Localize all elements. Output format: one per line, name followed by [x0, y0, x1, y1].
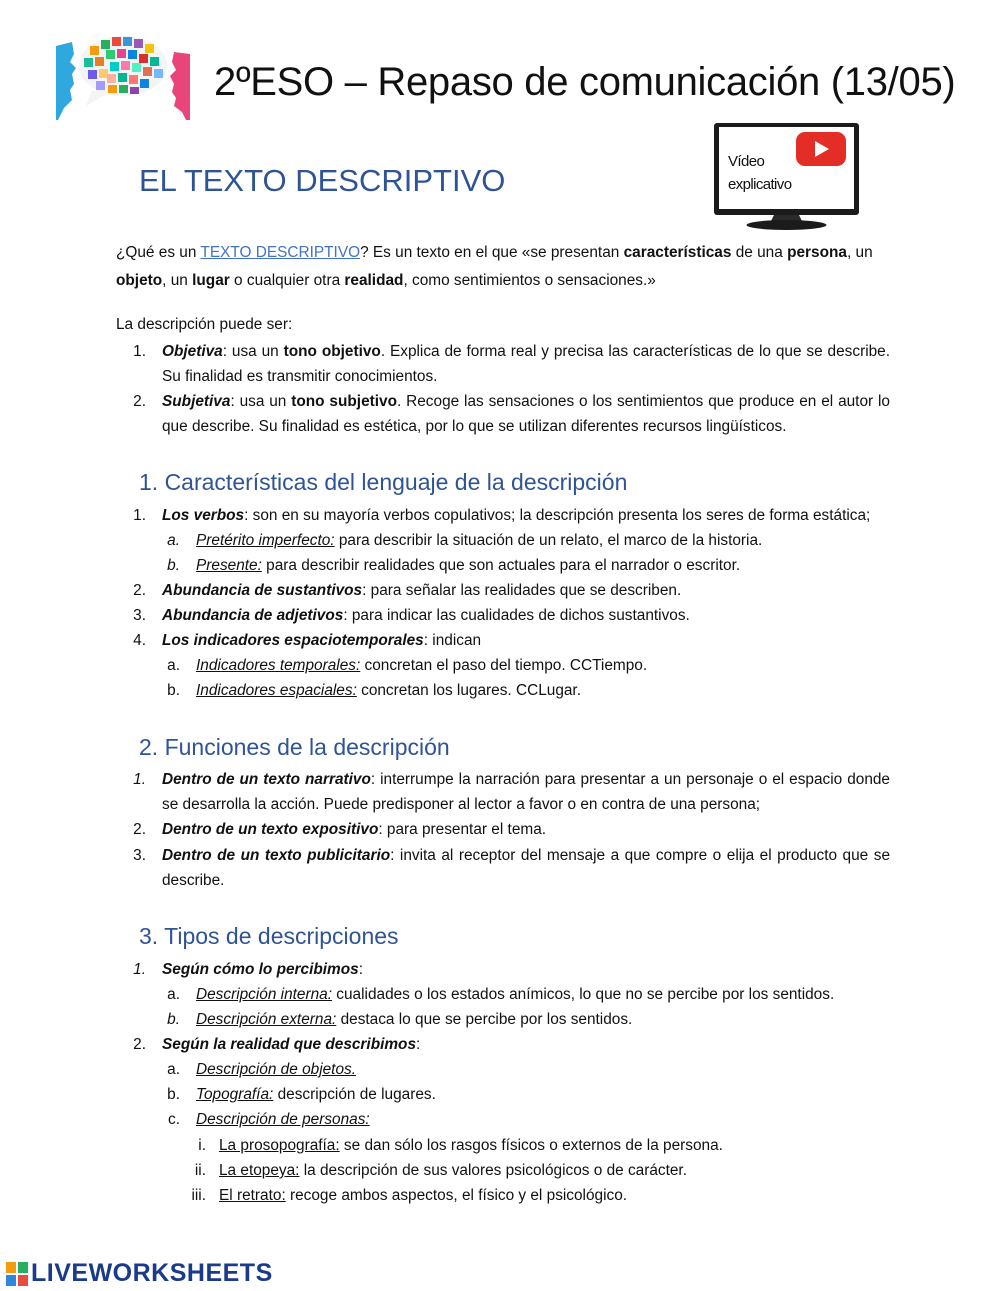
- list-item: 1. Según cómo lo percibimos:: [133, 961, 363, 978]
- footer-brand: LIVEWORKSHEETS: [31, 1259, 273, 1287]
- section-title: EL TEXTO DESCRIPTIVO: [139, 163, 506, 198]
- two-faces-speech-bubble-icon: [52, 32, 194, 122]
- page-title: 2ºESO – Repaso de comunicación (13/05): [214, 60, 956, 104]
- list-item: 2. Según la realidad que describimos:: [133, 1036, 421, 1053]
- television-icon: [712, 121, 861, 232]
- video-link-button[interactable]: [712, 121, 861, 232]
- list-item: 4. Los indicadores espaciotemporales: indican: [133, 632, 482, 649]
- video-label-line2: explicativo: [728, 176, 792, 193]
- list-item: 1. Los verbos: son en su mayoría verbos copulativos; la descripción presenta los seres de forma estática;: [133, 507, 871, 524]
- section-1-heading: 1. Características del lenguaje de la descripción: [139, 469, 628, 495]
- list-item: a. Indicadores temporales: concretan el paso del tiempo. CCTiempo.: [167, 657, 648, 674]
- list-item: 3. Dentro de un texto publicitario: invita al receptor del mensaje a que compre o elija el producto que se describe.: [133, 847, 891, 889]
- list-item: 1. Objetiva: usa un tono objetivo. Explica de forma real y precisa las características de lo que se describe. Su finalidad es transmitir conocimientos.: [133, 343, 891, 385]
- intro-paragraph: ¿Qué es un TEXTO DESCRIPTIVO? Es un texto en el que «se presentan características de una persona, un objeto, un lugar o cualquier otra realidad, como sentimientos o sensaciones.»: [116, 244, 873, 289]
- video-label-line1: Vídeo: [728, 153, 765, 170]
- section-3-heading: 3. Tipos de descripciones: [139, 923, 399, 949]
- list-item: a. Descripción interna: cualidades o los estados anímicos, lo que no se percibe por los sentidos.: [167, 986, 835, 1003]
- list-item: b. Topografía: descripción de lugares.: [167, 1086, 436, 1103]
- list-item: 3. Abundancia de adjetivos: para indicar las cualidades de dichos sustantivos.: [133, 607, 690, 624]
- liveworksheets-footer[interactable]: [6, 1259, 273, 1288]
- list-item: 1. Dentro de un texto narrativo: interrumpe la narración para presentar a un personaje o el espacio donde se desarrolla la acción. Puede predisponer al lector a favor o en contra de una persona;: [133, 771, 890, 813]
- list-item: b. Indicadores espaciales: concretan los lugares. CCLugar.: [167, 682, 581, 699]
- desc-types-lead: La descripción puede ser:: [116, 316, 293, 333]
- list-item: b. Descripción externa: destaca lo que se percibe por los sentidos.: [167, 1011, 633, 1028]
- section-2-heading: 2. Funciones de la descripción: [139, 734, 450, 760]
- list-item: i. La prosopografía: se dan sólo los rasgos físicos o externos de la persona.: [198, 1137, 723, 1154]
- list-item: a. Descripción de objetos.: [167, 1061, 356, 1078]
- liveworksheets-logo-icon: [6, 1262, 28, 1286]
- list-item: a. Pretérito imperfecto: para describir la situación de un relato, el marco de la historia.: [167, 532, 763, 549]
- list-item: iii. El retrato: recoge ambos aspectos, el físico y el psicológico.: [191, 1187, 628, 1204]
- list-item: 2. Abundancia de sustantivos: para señalar las realidades que se describen.: [133, 582, 682, 599]
- list-item: c. Descripción de personas:: [168, 1111, 370, 1128]
- list-item: 2. Dentro de un texto expositivo: para presentar el tema.: [133, 821, 547, 838]
- texto-descriptivo-link[interactable]: TEXTO DESCRIPTIVO: [200, 244, 361, 261]
- list-item: 2. Subjetiva: usa un tono subjetivo. Recoge las sensaciones o los sentimientos que produce en el autor lo que describe. Su finalidad es estética, por lo que se utilizan diferentes recursos lingüísticos.: [133, 393, 890, 435]
- list-item: ii. La etopeya: la descripción de sus valores psicológicos o de carácter.: [194, 1162, 687, 1179]
- list-item: b. Presente: para describir realidades que son actuales para el narrador o escritor.: [167, 557, 741, 574]
